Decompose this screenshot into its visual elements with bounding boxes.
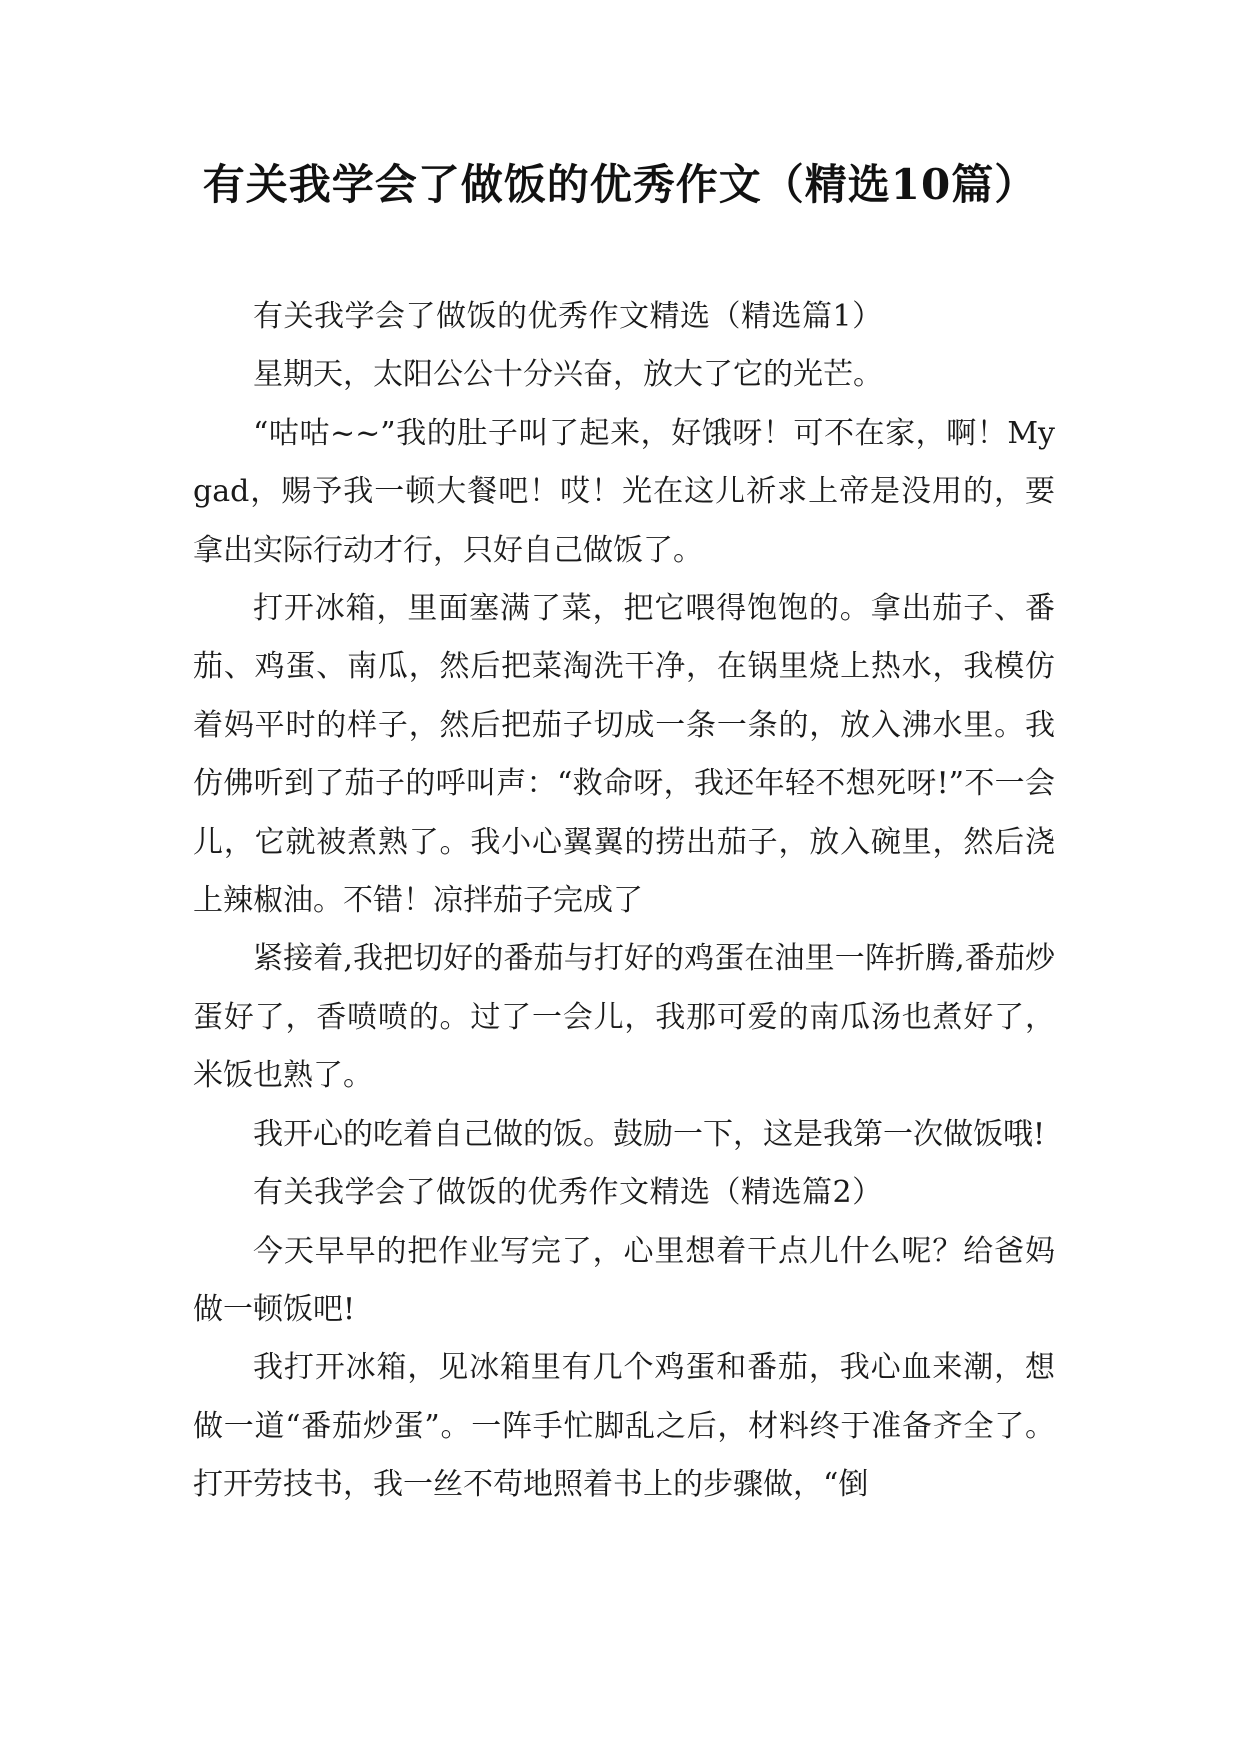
- document-title: 有关我学会了做饭的优秀作文（精选10篇）: [202, 160, 1038, 209]
- body-paragraph: “咕咕~~”我的肚子叫了起来，好饿呀！可不在家，啊！Mygad，赐予我一顿大餐吧！哎！光在这儿祈求上帝是没用的，要拿出实际行动才行，只好自己做饭了。: [193, 415, 1055, 568]
- section-heading: 有关我学会了做饭的优秀作文精选（精选篇2）: [253, 1175, 883, 1211]
- document-body: [193, 288, 1055, 1515]
- body-paragraph: 我打开冰箱，见冰箱里有几个鸡蛋和番茄，我心血来潮，想做一道“番茄炒蛋”。一阵手忙脚乱之后，材料终于准备齐全了。打开劳技书，我一丝不苟地照着书上的步骤做，“倒: [193, 1350, 1055, 1503]
- body-paragraph: 今天早早的把作业写完了，心里想着干点儿什么呢？给爸妈做一顿饭吧!: [193, 1233, 1055, 1327]
- section-heading: 有关我学会了做饭的优秀作文精选（精选篇1）: [253, 299, 883, 334]
- body-paragraph: 星期天，太阳公公十分兴奋，放大了它的光芒。: [253, 357, 883, 393]
- body-paragraph: 我开心的吃着自己做的饭。鼓励一下，这是我第一次做饭哦!: [253, 1116, 1046, 1152]
- body-paragraph: 打开冰箱，里面塞满了菜，把它喂得饱饱的。拿出茄子、番茄、鸡蛋、南瓜，然后把菜淘洗干净，在锅里烧上热水，我模仿着妈平时的样子，然后把茄子切成一条一条的，放入沸水里。我仿佛听到了茄子的呼叫声：“救命呀，我还年轻不想死呀!”不一会儿，它就被煮熟了。我小心翼翼的捞出茄子，放入碗里，然后浇上辣椒油。不错！凉拌茄子完成了: [193, 591, 1055, 919]
- body-paragraph: 紧接着,我把切好的番茄与打好的鸡蛋在油里一阵折腾,番茄炒蛋好了，香喷喷的。过了一会儿，我那可爱的南瓜汤也煮好了，米饭也熟了。: [193, 941, 1055, 1094]
